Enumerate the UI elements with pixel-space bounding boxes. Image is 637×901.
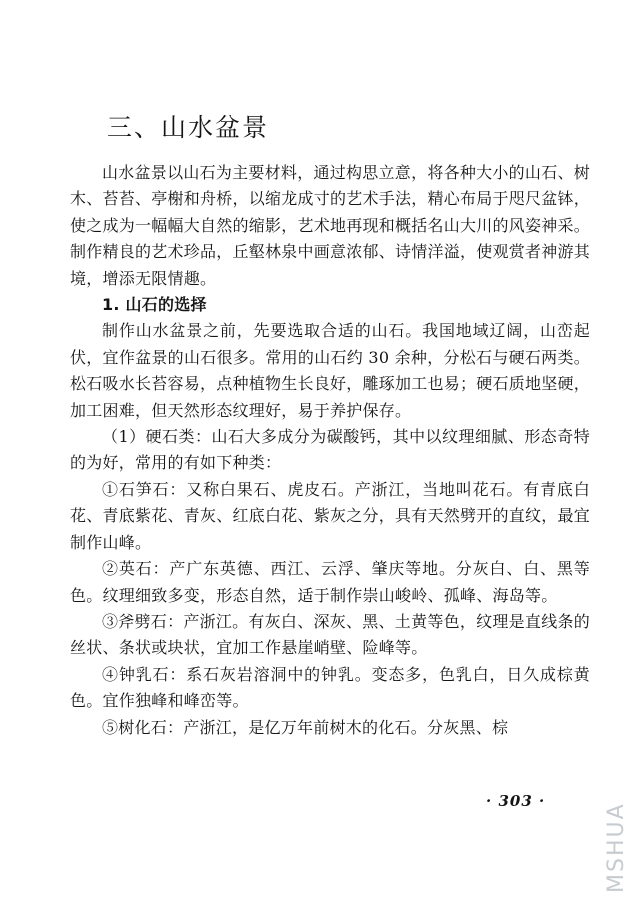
paragraph-stone-selection: 制作山水盆景之前，先要选取合适的山石。我国地域辽阔，山峦起伏，宜作盆景的山石很多。常用的山石约 30 余种，分松石与硬石两类。松石吸水长苔容易，点种植物生长良好，雕琢加工也易；硬石质地坚硬，加工困难，但天然形态纹理好，易于养护保存。 <box>70 321 591 420</box>
paragraph-bamboo-shoot-stone: ①石笋石：又称白果石、虎皮石。产浙江，当地叫花石。有青底白花、青底紫花、青灰、红底白花、紫灰之分，具有天然劈开的直纹，最宜制作山峰。 <box>70 479 591 552</box>
page-number: · 303 · <box>486 792 546 810</box>
paragraph-axe-split-stone: ③斧劈石：产浙江。有灰白、深灰、黑、土黄等色，纹理是直线条的丝状、条状或块状，宜加工作悬崖峭壁、险峰等。 <box>70 611 590 658</box>
intro-paragraph: 山水盆景以山石为主要材料，通过构思立意，将各种大小的山石、树木、苔苔、亭榭和舟桥，以缩龙成寸的艺术手法，精心布局于咫尺盆钵，使之成为一幅幅大自然的缩影，艺术地再现和概括名山大川的风姿神采。制作精良的艺术珍品，丘壑林泉中画意浓郁、诗情洋溢，使观赏者神游其境，增添无限情趣。 <box>70 163 591 288</box>
section-title: 三、山水盆景 <box>107 113 270 142</box>
paragraph-petrified-wood: ⑤树化石：产浙江，是亿万年前树木的化石。分灰黑、棕 <box>102 717 509 737</box>
paragraph-ying-stone: ②英石：产广东英德、西江、云浮、肇庆等地。分灰白、白、黑等色。纹理细致多变，形态自然，适于制作崇山峻岭、孤峰、海岛等。 <box>70 559 590 605</box>
paragraph-hard-stone-types: （1）硬石类：山石大多成分为碳酸钙，其中以纹理细腻、形态奇特的为好，常用的有如下种类： <box>70 427 590 473</box>
watermark: MSHUA <box>604 802 629 893</box>
subsection-heading: 1. 山石的选择 <box>102 295 207 315</box>
paragraph-stalactite: ④钟乳石：系石灰岩溶洞中的钟乳。变态多，色乳白，日久成棕黄色。宜作独峰和峰峦等。 <box>70 664 590 711</box>
body-text <box>70 160 590 741</box>
